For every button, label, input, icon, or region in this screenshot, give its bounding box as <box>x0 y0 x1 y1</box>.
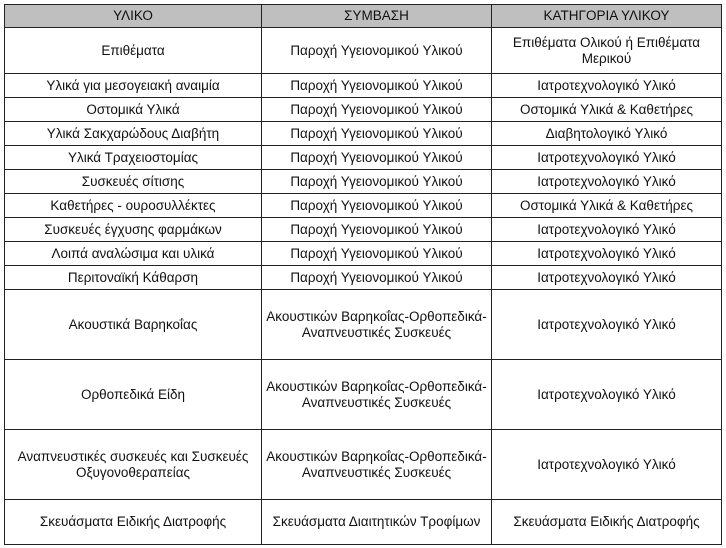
cell-material: Υλικά Τραχειοστομίας <box>5 146 262 170</box>
cell-contract: Παροχή Υγειονομικού Υλικού <box>262 98 492 122</box>
table-row <box>5 146 722 170</box>
cell-category: Ιατροτεχνολογικό Υλικό <box>492 290 722 360</box>
table-row <box>5 122 722 146</box>
cell-category: Ιατροτεχνολογικό Υλικό <box>492 170 722 194</box>
cell-category: Οστομικά Υλικά & Καθετήρες <box>492 98 722 122</box>
cell-category: Ιατροτεχνολογικό Υλικό <box>492 242 722 266</box>
cell-material: Ορθοπεδικά Είδη <box>5 360 262 430</box>
cell-material: Συσκευές έγχυσης φαρμάκων <box>5 218 262 242</box>
cell-material: Καθετήρες - ουροσυλλέκτες <box>5 194 262 218</box>
table-row <box>5 194 722 218</box>
cell-category: Ιατροτεχνολογικό Υλικό <box>492 430 722 500</box>
cell-contract: Ακουστικών Βαρηκοΐας-Ορθοπεδικά-Αναπνευστικές Συσκευές <box>262 430 492 500</box>
cell-contract: Παροχή Υγειονομικού Υλικού <box>262 242 492 266</box>
cell-category: Ιατροτεχνολογικό Υλικό <box>492 146 722 170</box>
cell-contract: Παροχή Υγειονομικού Υλικού <box>262 146 492 170</box>
cell-contract: Ακουστικών Βαρηκοΐας-Ορθοπεδικά-Αναπνευστικές Συσκευές <box>262 290 492 360</box>
document-page <box>4 4 722 545</box>
cell-category: Ιατροτεχνολογικό Υλικό <box>492 360 722 430</box>
cell-category: Ιατροτεχνολογικό Υλικό <box>492 266 722 290</box>
table-row <box>5 218 722 242</box>
cell-contract: Παροχή Υγειονομικού Υλικού <box>262 74 492 98</box>
cell-category: Σκευάσματα Ειδικής Διατροφής <box>492 500 722 545</box>
cell-contract: Παροχή Υγειονομικού Υλικού <box>262 194 492 218</box>
cell-contract: Σκευάσματα Διαιτητικών Τροφίμων <box>262 500 492 545</box>
cell-material: Ακουστικά Βαρηκοΐας <box>5 290 262 360</box>
cell-category: Επιθέματα Ολικού ή Επιθέματα Μερικού <box>492 28 722 74</box>
cell-material: Συσκευές σίτισης <box>5 170 262 194</box>
cell-material: Οστομικά Υλικά <box>5 98 262 122</box>
table-row <box>5 360 722 430</box>
cell-material: Αναπνευστικές συσκευές και Συσκευές Οξυγονοθεραπείας <box>5 430 262 500</box>
cell-contract: Παροχή Υγειονομικού Υλικού <box>262 122 492 146</box>
cell-category: Ιατροτεχνολογικό Υλικό <box>492 218 722 242</box>
cell-material: Υλικά για μεσογειακή αναιμία <box>5 74 262 98</box>
header-contract: ΣΥΜΒΑΣΗ <box>262 5 492 28</box>
cell-material: Σκευάσματα Ειδικής Διατροφής <box>5 500 262 545</box>
table-row <box>5 28 722 74</box>
table-row <box>5 170 722 194</box>
cell-category: Διαβητολογικό Υλικό <box>492 122 722 146</box>
cell-contract: Παροχή Υγειονομικού Υλικού <box>262 28 492 74</box>
cell-category: Οστομικά Υλικά & Καθετήρες <box>492 194 722 218</box>
table-row <box>5 74 722 98</box>
cell-material: Περιτοναϊκή Κάθαρση <box>5 266 262 290</box>
cell-material: Λοιπά αναλώσιμα και υλικά <box>5 242 262 266</box>
cell-contract: Παροχή Υγειονομικού Υλικού <box>262 266 492 290</box>
cell-material: Υλικά Σακχαρώδους Διαβήτη <box>5 122 262 146</box>
cell-contract: Παροχή Υγειονομικού Υλικού <box>262 218 492 242</box>
header-category: ΚΑΤΗΓΟΡΙΑ ΥΛΙΚΟΥ <box>492 5 722 28</box>
table-row <box>5 98 722 122</box>
table-row <box>5 290 722 360</box>
header-row <box>5 5 722 28</box>
table-row <box>5 430 722 500</box>
cell-material: Επιθέματα <box>5 28 262 74</box>
table-row <box>5 500 722 545</box>
materials-table <box>4 4 722 545</box>
table-row <box>5 242 722 266</box>
cell-category: Ιατροτεχνολογικό Υλικό <box>492 74 722 98</box>
cell-contract: Παροχή Υγειονομικού Υλικού <box>262 170 492 194</box>
table-row <box>5 266 722 290</box>
header-material: ΥΛΙΚΟ <box>5 5 262 28</box>
cell-contract: Ακουστικών Βαρηκοΐας-Ορθοπεδικά-Αναπνευστικές Συσκευές <box>262 360 492 430</box>
